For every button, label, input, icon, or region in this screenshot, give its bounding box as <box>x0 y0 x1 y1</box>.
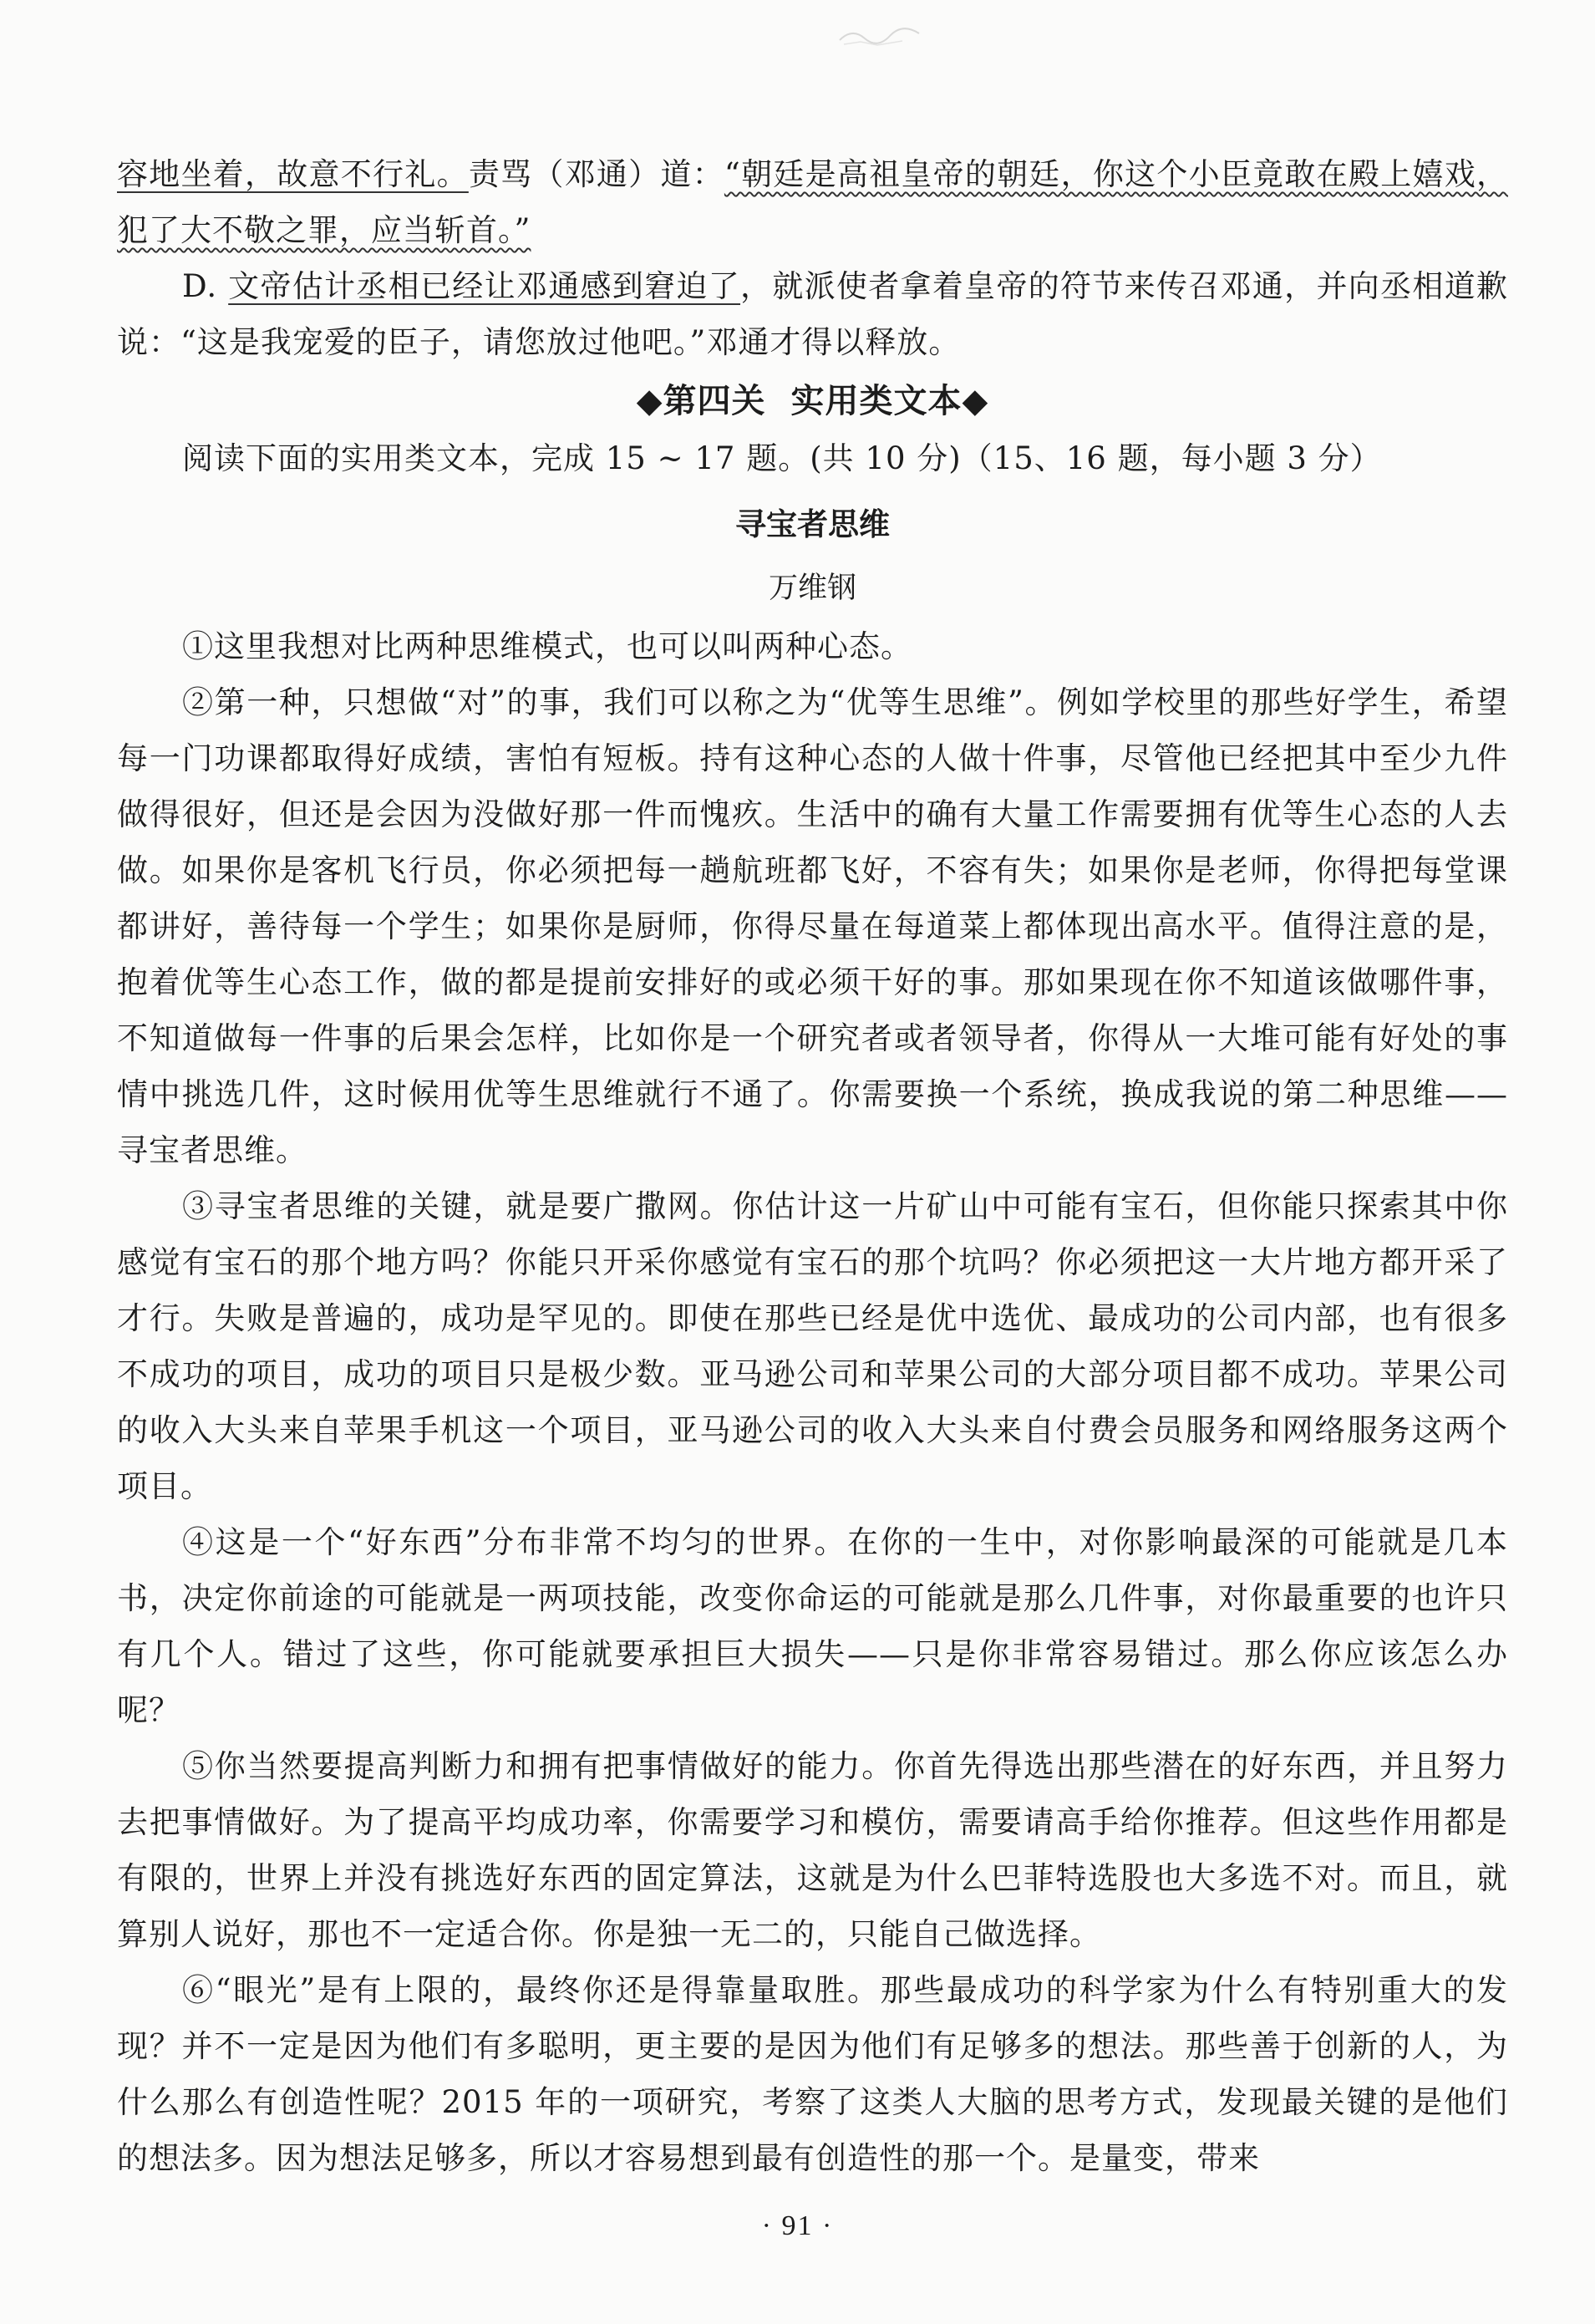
continued-underlined-phrase: 容地坐着，故意不行礼。 <box>117 156 469 192</box>
scan-artifact-mark <box>836 23 927 48</box>
continued-plain-text: 责骂（邓通）道： <box>468 156 724 192</box>
article-title: 寻宝者思维 <box>735 506 890 542</box>
page-content <box>117 146 1508 2186</box>
option-d-label: D. <box>182 268 229 304</box>
article-paragraph-6: ⑥“眼光”是有上限的，最终你还是得靠量取胜。那些最成功的科学家为什么有特别重大的发现？并不一定是因为他们有多聪明，更主要的是因为他们有足够多的想法。那些善于创新的人，为什么那么有创造性呢？2015 年的一项研究，考察了这类人大脑的思考方式，发现最关键的是他们的想法多。因为想法足够多，所以才容易想到最有创造性的那一个。是量变，带来 <box>117 1972 1508 2176</box>
article-paragraph-1: ①这里我想对比两种思维模式，也可以叫两种心态。 <box>182 628 912 664</box>
section-heading <box>117 372 1508 430</box>
section-name: 第四关 <box>663 382 766 420</box>
continued-passage <box>117 146 1508 258</box>
page-number: · 91 · <box>761 2210 834 2241</box>
section-instruction: 阅读下面的实用类文本，完成 15 ~ 17 题。(共 10 分)（15、16 题，每小题 3 分） <box>182 440 1382 476</box>
option-d-rest: ，就派使者拿着皇帝的符节来传召邓通，并向丞相道歉说：“这是我宠爱的臣子，请您放过他吧。”邓通才得以释放。 <box>117 268 1509 360</box>
article-paragraph-4: ④这是一个“好东西”分布非常不均匀的世界。在你的一生中，对你影响最深的可能就是几本书，决定你前途的可能就是一两项技能，改变你命运的可能就是那么几件事，对你最重要的也许只有几个人。错过了这些，你可能就要承担巨大损失——只是你非常容易错过。那么你应该怎么办呢？ <box>117 1524 1508 1728</box>
section-title: 实用类文本 <box>790 382 963 420</box>
diamond-right-icon: ◆ <box>962 382 989 420</box>
continued-wavy-quote: “朝廷是高祖皇帝的朝廷，你这个小臣竟敢在殿上嬉戏，犯了大不敬之罪，应当斩首。” <box>117 156 1509 248</box>
option-d <box>117 258 1508 370</box>
option-d-underlined: 文帝估计丞相已经让邓通感到窘迫了 <box>228 268 741 304</box>
article-paragraph-3: ③寻宝者思维的关键，就是要广撒网。你估计这一片矿山中可能有宝石，但你能只探索其中你感觉有宝石的那个地方吗？你能只开采你感觉有宝石的那个坑吗？你必须把这一大片地方都开采了才行。失败是普遍的，成功是罕见的。即使在那些已经是优中选优、最成功的公司内部，也有很多不成功的项目，成功的项目只是极少数。亚马逊公司和苹果公司的大部分项目都不成功。苹果公司的收入大头来自苹果手机这一个项目，亚马逊公司的收入大头来自付费会员服务和网络服务这两个项目。 <box>117 1188 1508 1504</box>
article-author: 万维钢 <box>768 572 856 605</box>
diamond-left-icon: ◆ <box>636 382 663 420</box>
article-paragraph-2: ②第一种，只想做“对”的事，我们可以称之为“优等生思维”。例如学校里的那些好学生，希望每一门功课都取得好成绩，害怕有短板。持有这种心态的人做十件事，尽管他已经把其中至少九件做得很好，但还是会因为没做好那一件而愧疚。生活中的确有大量工作需要拥有优等生心态的人去做。如果你是客机飞行员，你必须把每一趟航班都飞好，不容有失；如果你是老师，你得把每堂课都讲好，善待每一个学生；如果你是厨师，你得尽量在每道菜上都体现出高水平。值得注意的是，抱着优等生心态工作，做的都是提前安排好的或必须干好的事。那如果现在你不知道该做哪件事，不知道做每一件事的后果会怎样，比如你是一个研究者或者领导者，你得从一大堆可能有好处的事情中挑选几件，这时候用优等生思维就行不通了。你需要换一个系统，换成我说的第二种思维——寻宝者思维。 <box>117 684 1508 1168</box>
article-paragraph-5: ⑤你当然要提高判断力和拥有把事情做好的能力。你首先得选出那些潜在的好东西，并且努力去把事情做好。为了提高平均成功率，你需要学习和模仿，需要请高手给你推荐。但这些作用都是有限的，世界上并没有挑选好东西的固定算法，这就是为什么巴菲特选股也大多选不对。而且，就算别人说好，那也不一定适合你。你是独一无二的，只能自己做选择。 <box>117 1748 1508 1952</box>
